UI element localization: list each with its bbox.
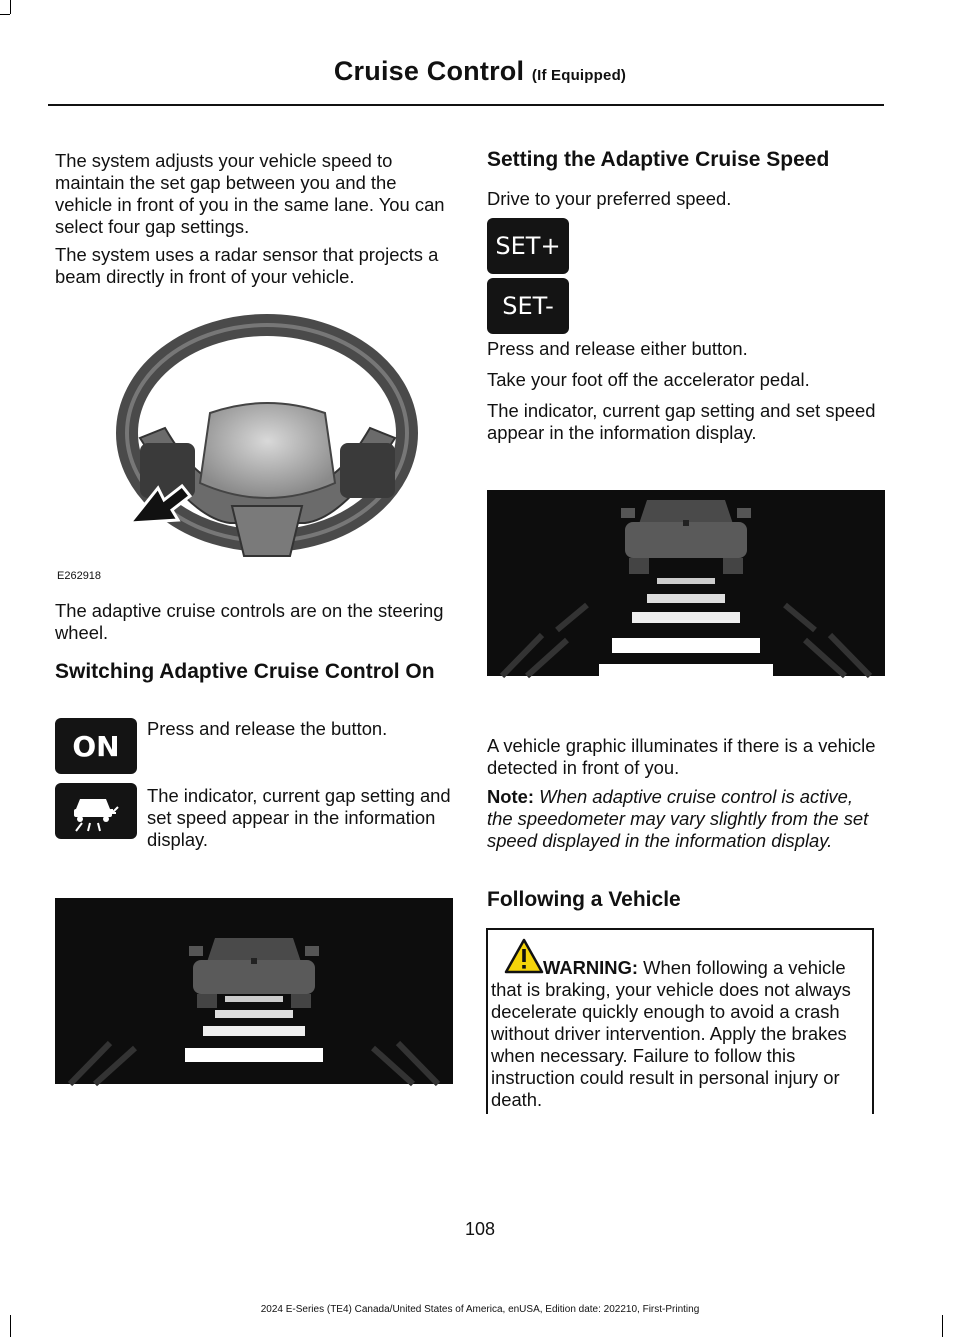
page-title: [0, 56, 960, 87]
on-button-icon: [55, 718, 137, 774]
information-display-graphic: [55, 898, 453, 1084]
warning-label: WARNING:: [543, 957, 639, 978]
note-paragraph: [487, 786, 882, 852]
paragraph-indicator-left: The indicator, current gap setting and set speed appear in the information display.: [147, 785, 451, 850]
paragraph-system-adjusts: The system adjusts your vehicle speed to maintain the set gap between you and the vehicle in front of you in the same lane. You can select four gap settings.: [55, 150, 445, 237]
crop-mark: [942, 1315, 943, 1337]
paragraph-vehicle-graphic: A vehicle graphic illuminates if there is a vehicle detected in front of you.: [487, 735, 876, 778]
set-minus-button-icon: [487, 278, 569, 334]
on-button-label: ON: [72, 729, 120, 763]
heading-switching-on: Switching Adaptive Cruise Control On: [55, 660, 435, 683]
information-display-graphic: [487, 490, 885, 676]
heading-setting-speed: Setting the Adaptive Cruise Speed: [487, 148, 830, 171]
set-minus-label: SET-: [502, 292, 554, 320]
paragraph-foot-off: Take your foot off the accelerator pedal.: [487, 369, 810, 390]
steering-wheel-illustration: [57, 318, 415, 588]
set-plus-button-icon: [487, 218, 569, 274]
crop-mark: [10, 1315, 11, 1337]
crop-mark: [10, 0, 11, 14]
section-title: Cruise Control: [333, 56, 525, 86]
warning-box: [486, 928, 874, 1114]
section-subtitle: (If Equipped): [531, 67, 627, 84]
paragraph-controls-location: The adaptive cruise controls are on the steering wheel.: [55, 600, 444, 643]
figure-id: E262918: [57, 570, 102, 582]
edition-footer: 2024 E-Series (TE4) Canada/United States of America, enUSA, Edition date: 202210, First-Printing: [260, 1304, 700, 1315]
set-plus-label: SET+: [495, 232, 561, 260]
page-number: 108: [464, 1219, 496, 1239]
header-divider: [48, 104, 884, 106]
warning-text: When following a vehicle that is braking, your vehicle does not always decelerate quickly enough to avoid a crash without driver intervention. Apply the brakes when necessary. Failure to follow this instruction could result in personal injury or death.: [491, 957, 851, 1110]
paragraph-radar-sensor: The system uses a radar sensor that projects a beam directly in front of your vehicle.: [55, 244, 439, 287]
note-label: Note:: [487, 786, 534, 807]
adaptive-cruise-indicator-icon: [55, 783, 137, 839]
paragraph-press-either: Press and release either button.: [487, 338, 748, 359]
paragraph-indicator-right: The indicator, current gap setting and set speed appear in the information display.: [487, 400, 876, 443]
paragraph-press-release: Press and release the button.: [147, 718, 388, 739]
heading-following-vehicle: Following a Vehicle: [487, 888, 681, 911]
warning-paragraph: [491, 957, 869, 1111]
note-text: When adaptive cruise control is active, the speedometer may vary slightly from the set speed displayed in the information display.: [487, 786, 869, 851]
crop-mark: [0, 14, 10, 15]
paragraph-drive-speed: Drive to your preferred speed.: [487, 188, 732, 209]
